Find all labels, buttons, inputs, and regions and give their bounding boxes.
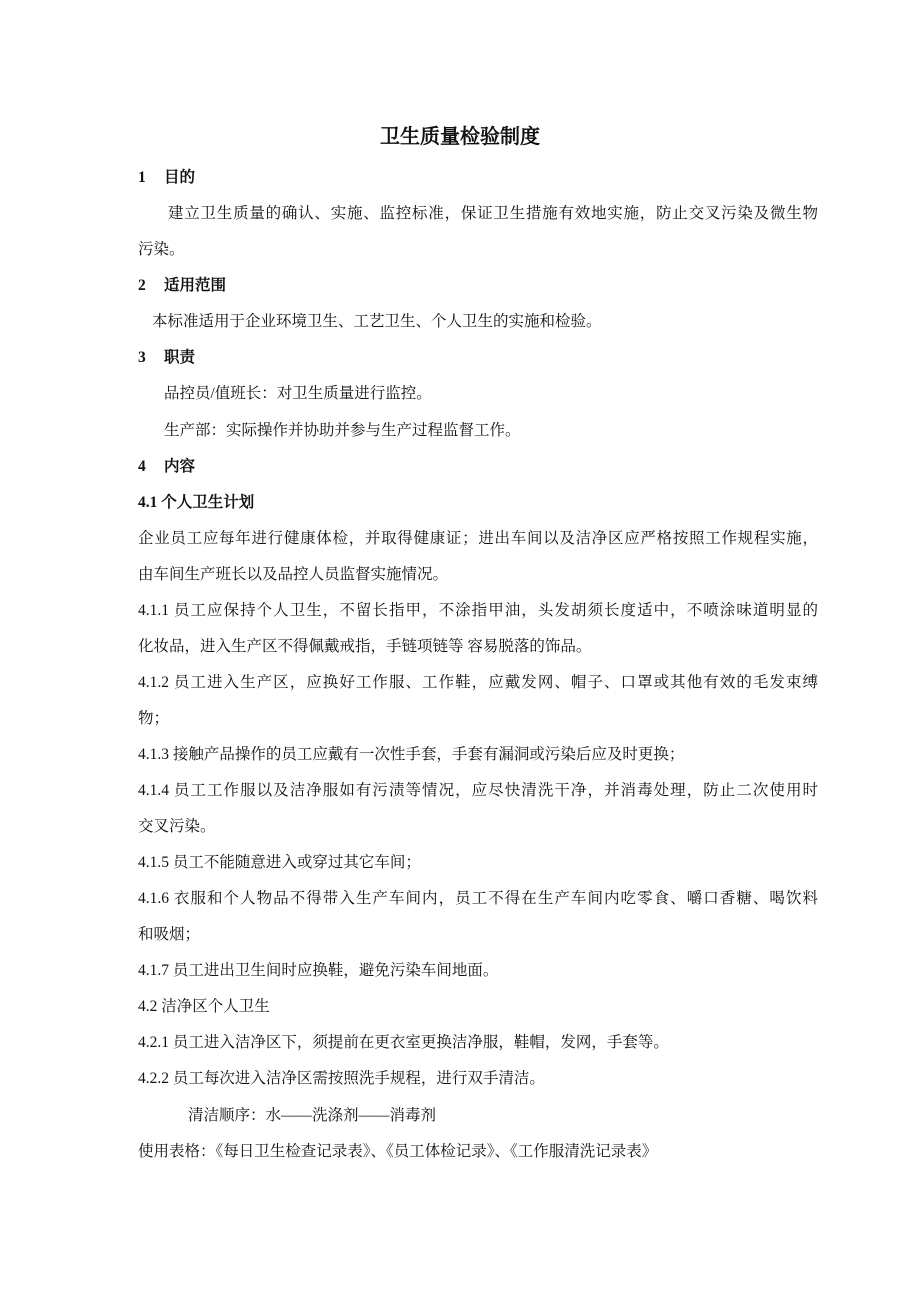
paragraph-line: 建立卫生质量的确认、实施、监控标准，保证卫生措施有效地实施，防止交叉污染及微生物 <box>168 205 818 222</box>
section-3-heading <box>138 346 195 370</box>
section-1-heading <box>138 166 195 190</box>
section-number: 3 <box>138 349 146 366</box>
paragraph-line: 4.2.2 员工每次进入洁净区需按照洗手规程，进行双手清洁。 <box>138 1070 545 1087</box>
paragraph-line: 4.1.7 员工进出卫生间时应换鞋，避免污染车间地面。 <box>138 962 499 979</box>
section-number: 2 <box>138 277 146 294</box>
section-4-heading <box>138 455 195 479</box>
paragraph-line: 本标准适用于企业环境卫生、工艺卫生、个人卫生的实施和检验。 <box>152 313 602 330</box>
paragraph-line: 生产部：实际操作并协助并参与生产过程监督工作。 <box>164 422 521 439</box>
paragraph-line: 由车间生产班长以及品控人员监督实施情况。 <box>138 566 449 583</box>
paragraph-line: 企业员工应每年进行健康体检，并取得健康证；进出车间以及洁净区应严格按照工作规程实施， <box>138 530 818 547</box>
paragraph-line: 4.1.4 员工工作服以及洁净服如有污渍等情况，应尽快清洗干净，并消毒处理，防止二次使用时 <box>138 782 818 799</box>
paragraph-line: 使用表格：《每日卫生检查记录表》、《员工体检记录》、《工作服清洗记录表》 <box>138 1143 658 1160</box>
section-title: 内容 <box>164 458 196 475</box>
section-title: 职责 <box>164 349 196 366</box>
section-title: 目的 <box>164 169 196 186</box>
subsection-4-2-heading: 4.2 洁净区个人卫生 <box>138 998 270 1015</box>
paragraph-line: 物； <box>138 710 170 727</box>
section-number: 1 <box>138 169 146 186</box>
subsection-4-1-heading: 4.1 个人卫生计划 <box>138 494 255 511</box>
paragraph-line: 品控员/值班长：对卫生质量进行监控。 <box>164 385 432 402</box>
section-title: 适用范围 <box>164 277 227 294</box>
paragraph-line: 化妆品，进入生产区不得佩戴戒指，手链项链等 容易脱落的饰品。 <box>138 638 592 655</box>
paragraph-line: 和吸烟； <box>138 926 201 943</box>
paragraph-line: 4.1.1 员工应保持个人卫生，不留长指甲，不涂指甲油，头发胡须长度适中，不喷涂味道明显的 <box>138 602 818 619</box>
section-number: 4 <box>138 458 146 475</box>
page-title: 卫生质量检验制度 <box>380 126 540 148</box>
paragraph-line: 4.1.6 衣服和个人物品不得带入生产车间内，员工不得在生产车间内吃零食、嚼口香糖、喝饮料 <box>138 890 818 907</box>
paragraph-line: 清洁顺序：水——洗涤剂——消毒剂 <box>188 1107 437 1124</box>
paragraph-line: 4.2.1 员工进入洁净区下，须提前在更衣室更换洁净服，鞋帽，发网，手套等。 <box>138 1034 669 1051</box>
paragraph-line: 4.1.3 接触产品操作的员工应戴有一次性手套，手套有漏洞或污染后应及时更换； <box>138 746 685 763</box>
section-2-heading <box>138 274 226 298</box>
paragraph-line: 交叉污染。 <box>138 818 216 835</box>
paragraph-line: 4.1.5 员工不能随意进入或穿过其它车间； <box>138 854 421 871</box>
paragraph-line: 4.1.2 员工进入生产区，应换好工作服、工作鞋，应戴发网、帽子、口罩或其他有效的毛发束缚 <box>138 674 818 691</box>
paragraph-line: 污染。 <box>138 241 185 258</box>
